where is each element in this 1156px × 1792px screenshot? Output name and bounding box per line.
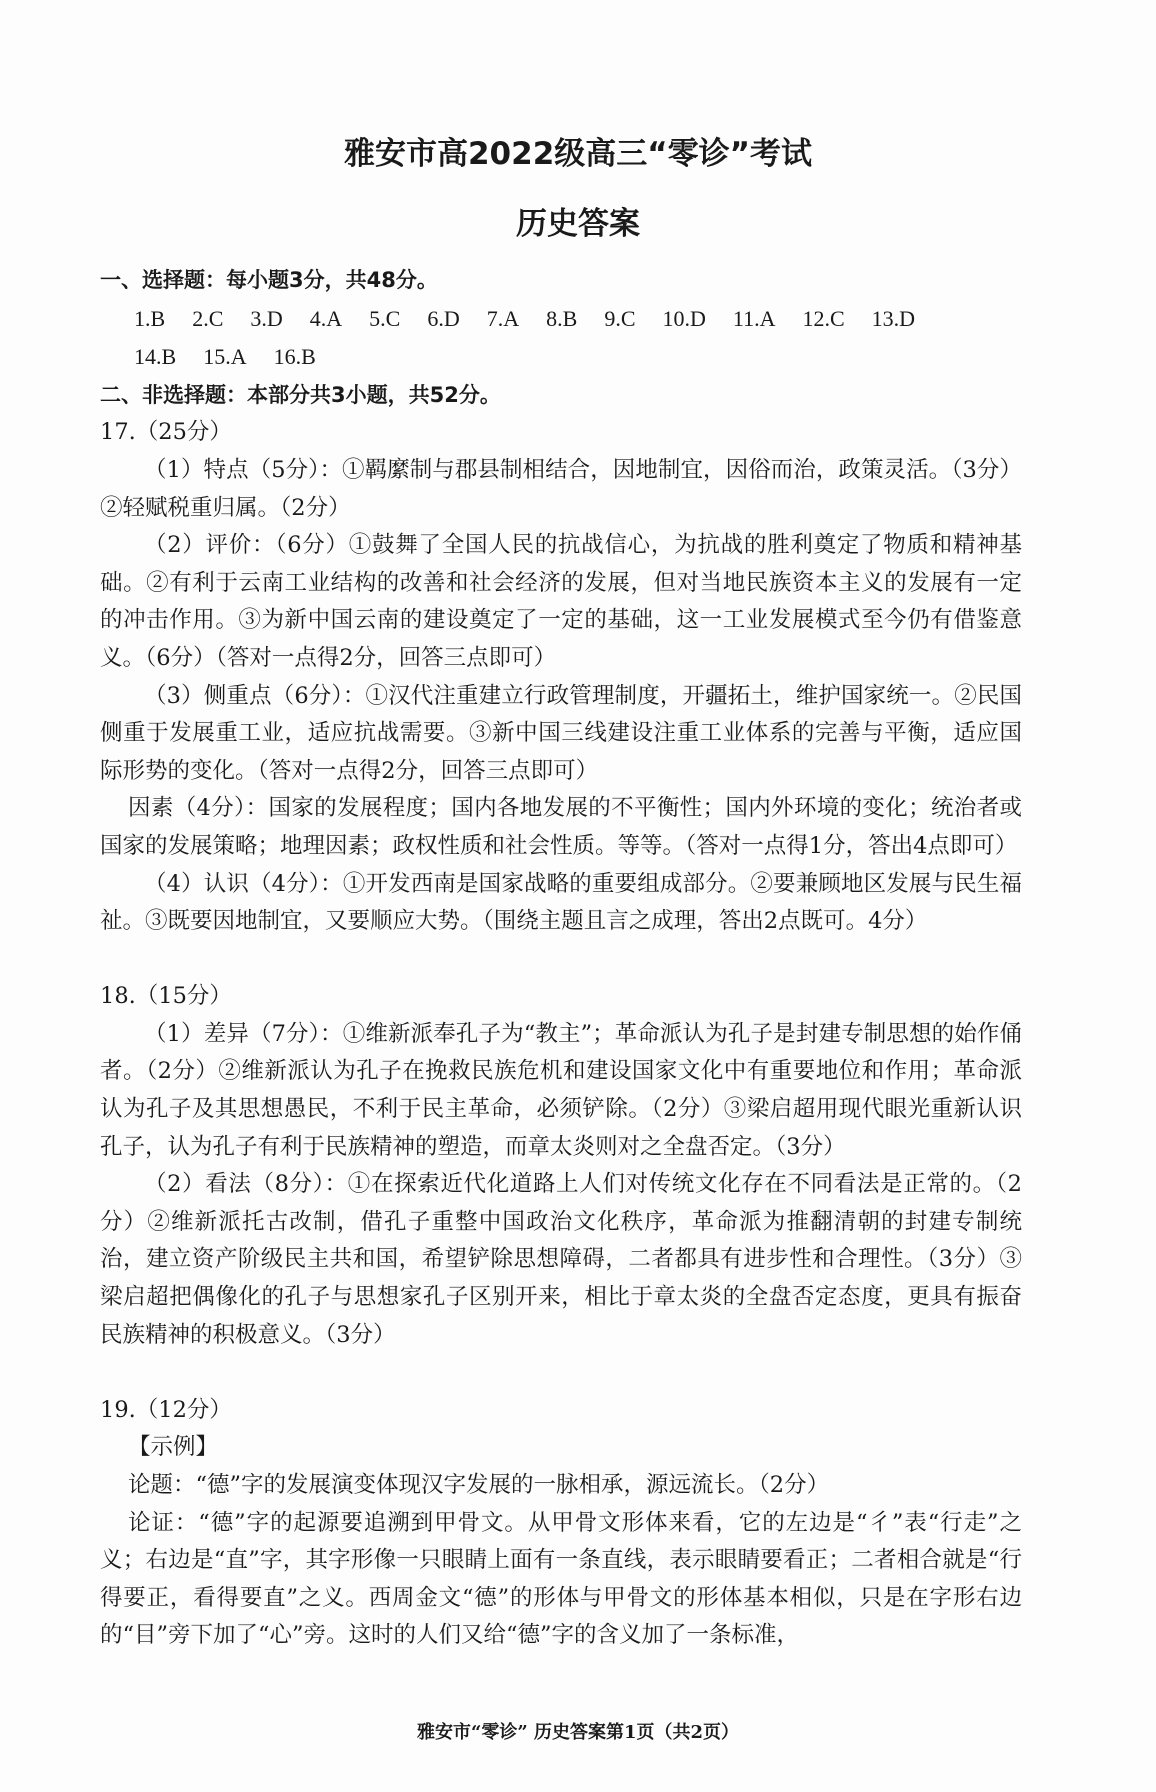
choice-answer: 6.D: [427, 305, 460, 331]
choice-answer: 7.A: [486, 305, 520, 331]
choice-answers-row-2: [100, 338, 1022, 377]
q18-part2: （2）看法（8分）：①在探索近代化道路上人们对传统文化存在不同看法是正常的。（2分）②维新派托古改制，借孔子重整中国政治文化秩序，革命派为推翻清朝的封建专制统治，建立资产阶级民主共和国，希望铲除思想障碍，二者都具有进步性和合理性。（3分）③梁启超把偶像化的孔子与思想家孔子区别开来，相比于章太炎的全盘否定态度，更具有振奋民族精神的积极意义。（3分）: [100, 1171, 1022, 1348]
q17-part3: （3）侧重点（6分）：①汉代注重建立行政管理制度，开疆拓土，维护国家统一。②民国侧重于发展重工业，适应抗战需要。③新中国三线建设注重工业体系的完善与平衡，适应国际形势的变化。（答对一点得2分，回答三点即可）: [100, 682, 1022, 784]
choice-answer: 13.D: [871, 305, 916, 331]
document-title: 雅安市高2022级高三“零诊”考试: [343, 136, 813, 172]
choice-answer: 14.B: [134, 344, 177, 370]
q19-heading: 19.（12分）: [100, 1396, 232, 1423]
q19-argument: 论证：“德”字的起源要追溯到甲骨文。从甲骨文形体来看，它的左边是“彳”表“行走”之义；右边是“直”字，其字形像一只眼睛上面有一条直线，表示眼睛要看正；二者相合就是“行得要正，看得要直”之义。西周金文“德”的形体与甲骨文的形体基本相似，只是在字形右边的“目”旁下加了“心”旁。这时的人们又给“德”字的含义加了一条标准，: [100, 1509, 1022, 1649]
choice-answers-row-1: [100, 300, 1022, 339]
choice-answer: 2.C: [192, 305, 224, 331]
q18-part1: （1）差异（7分）：①维新派奉孔子为“教主”；革命派认为孔子是封建专制思想的始作俑者。（2分）②维新派认为孔子在挽救民族危机和建设国家文化中有重要地位和作用；革命派认为孔子及其思想愚民，不利于民主革命，必须铲除。（2分）③梁启超用现代眼光重新认识孔子，认为孔子有利于民族精神的塑造，而章太炎则对之全盘否定。（3分）: [100, 1020, 1022, 1160]
q17-part2: （2）评价：（6分）①鼓舞了全国人民的抗战信心，为抗战的胜利奠定了物质和精神基础。②有利于云南工业结构的改善和社会经济的发展，但对当地民族资本主义的发展有一定的冲击作用。③为新中国云南的建设奠定了一定的基础，这一工业发展模式至今仍有借鉴意义。（6分）（答对一点得2分，回答三点即可）: [100, 532, 1022, 671]
q19-thesis: 论题：“德”字的发展演变体现汉字发展的一脉相承，源远流长。（2分）: [128, 1472, 830, 1498]
choice-answer: 4.A: [309, 305, 343, 331]
choice-answer: 9.C: [604, 305, 636, 331]
page-footer: 雅安市“零诊” 历史答案第1页（共2页）: [416, 1722, 740, 1743]
choice-answer: 16.B: [273, 344, 316, 370]
q17-part4: （4）认识（4分）：①开发西南是国家战略的重要组成部分。②要兼顾地区发展与民生福祉。③既要因地制宜，又要顺应大势。（围绕主题且言之成理，答出2点既可。4分）: [100, 870, 1022, 935]
choice-answer: 3.D: [250, 305, 283, 331]
q18-heading: 18.（15分）: [100, 983, 232, 1010]
choice-answer: 15.A: [203, 344, 247, 370]
q17-heading: 17.（25分）: [100, 419, 232, 446]
choice-answer: 12.C: [802, 305, 845, 331]
choice-answer: 11.A: [732, 305, 776, 331]
q17-factors: 因素（4分）：国家的发展程度；国内各地发展的不平衡性；国内外环境的变化；统治者或国家的发展策略；地理因素；政权性质和社会性质。等等。（答对一点得1分，答出4点即可）: [100, 795, 1022, 859]
choice-answer: 1.B: [134, 305, 166, 331]
document-subtitle: 历史答案: [516, 206, 640, 242]
choice-answer: 8.B: [546, 305, 578, 331]
answer-body: [100, 262, 1022, 1655]
q19-example-label: 【示例】: [128, 1434, 219, 1461]
q17-part1: （1）特点（5分）：①羁縻制与郡县制相结合，因地制宜，因俗而治，政策灵活。（3分）②轻赋税重归属。（2分）: [100, 456, 1022, 521]
section1-heading: 一、选择题：每小题3分，共48分。: [100, 268, 438, 292]
choice-answer: 10.D: [662, 305, 706, 331]
section2-heading: 二、非选择题：本部分共3小题，共52分。: [100, 382, 501, 407]
choice-answer: 5.C: [369, 305, 401, 331]
